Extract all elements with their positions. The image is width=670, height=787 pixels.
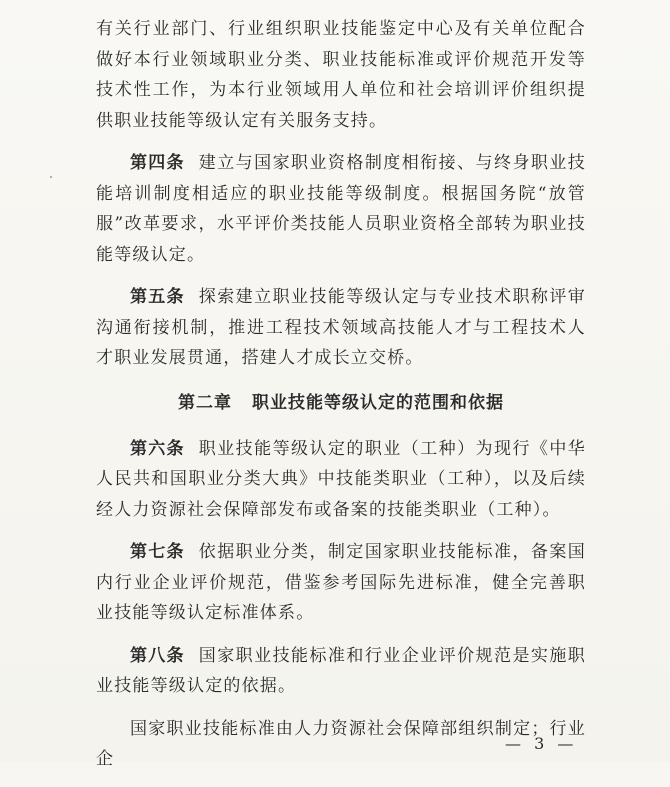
chapter-title: 职业技能等级认定的范围和依据 [252, 392, 504, 413]
article-5-label: 第五条 [130, 287, 185, 307]
article-8-text: 国家职业技能标准和行业企业评价规范是实施职业技能等级认定的依据。 [96, 645, 587, 696]
article-6-label: 第六条 [130, 438, 185, 459]
page-number: — 3 — [505, 734, 578, 753]
continuation-paragraph: 有关行业部门、行业组织职业技能鉴定中心及有关单位配合做好本行业领域职业分类、职业技能标准或评价规范开发等技术性工作，为本行业领域用人单位和社会培训评价组织提供职业技能等级认定有关服务支持。 [96, 19, 586, 131]
final-paragraph: 国家职业技能标准由人力资源社会保障部组织制定；行业企 [96, 718, 586, 769]
article-4-label: 第四条 [130, 153, 185, 173]
article-4-text: 建立与国家职业资格制度相衔接、与终身职业技能培训制度相适应的职业技能等级制度。根据国务院“放管服”改革要求，水平评价类技能人员职业资格全部转为职业技能等级认定。 [96, 153, 587, 265]
article-8 [96, 641, 586, 702]
chapter-heading [96, 388, 586, 418]
article-6 [96, 434, 586, 526]
chapter-number: 第二章 [178, 392, 232, 413]
article-5-text: 探索建立职业技能等级认定与专业技术职称评审沟通衔接机制，推进工程技术领域高技能人才与工程技术人才职业发展贯通，搭建人才成长立交桥。 [96, 287, 587, 368]
article-7-text: 依据职业分类，制定国家职业技能标准，备案国内行业企业评价规范，借鉴参考国际先进标准，健全完善职业技能等级认定标准体系。 [96, 542, 587, 623]
article-7 [96, 537, 586, 629]
document-body [96, 14, 586, 787]
article-5 [96, 282, 586, 374]
article-4 [96, 148, 586, 270]
article-6-text: 职业技能等级认定的职业（工种）为现行《中华人民共和国职业分类大典》中技能类职业（工种），以及后续经人力资源社会保障部发布或备案的技能类职业（工种）。 [96, 438, 587, 520]
article-8-label: 第八条 [130, 645, 185, 666]
article-7-label: 第七条 [130, 542, 185, 562]
paper-speck [50, 176, 52, 178]
